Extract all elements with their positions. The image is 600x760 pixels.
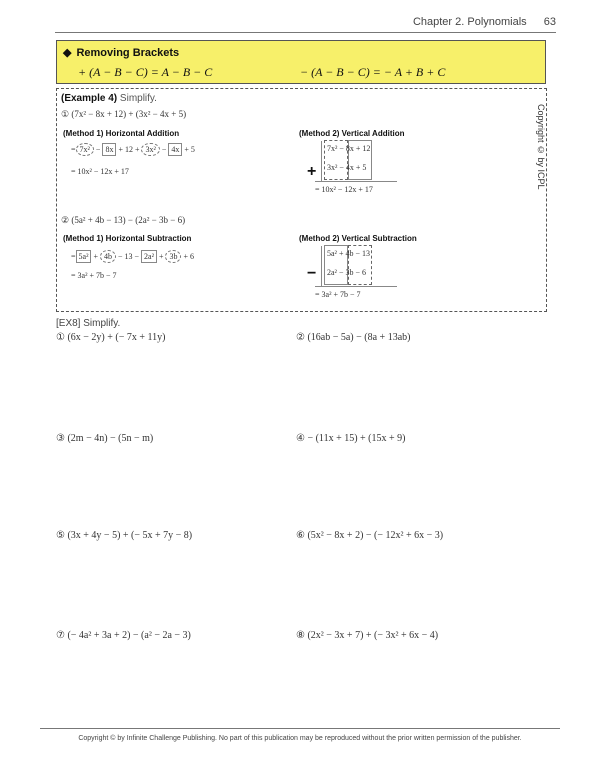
- exercise-problem-6: ⑥ (5x² − 8x + 2) − (− 12x² + 6x − 3): [296, 530, 444, 541]
- p1-method2-result: = 10x² − 12x + 17: [315, 185, 373, 194]
- like-term-circle: 7x²: [76, 143, 94, 156]
- p2-method2-result: = 3a² + 7b − 7: [315, 290, 361, 299]
- plus-sign: +: [307, 163, 317, 180]
- example-heading: [61, 93, 157, 104]
- footer-copyright: Copyright © by Infinite Challenge Publishing. No part of this publication may be reproduced without the prior written permission of the publisher.: [78, 735, 522, 742]
- p2-method1-result: = 3a² + 7b − 7: [71, 271, 117, 280]
- difference-line: [315, 286, 397, 287]
- p2-vertical-row-1: 5a² + 4b − 13: [327, 249, 370, 258]
- exercise-problem-5: ⑤ (3x + 4y − 5) + (− 5x + 7y − 8): [56, 530, 193, 541]
- formula-plus-brackets: + (A − B − C) = A − B − C: [78, 65, 213, 79]
- like-term-square: 8x: [102, 143, 116, 156]
- like-term-square: 5a²: [76, 250, 92, 263]
- page-header: [413, 16, 556, 28]
- p1-vertical-row-2: 3x² − 4x + 5: [327, 163, 367, 172]
- exercise-problem-2: ② (16ab − 5a) − (8a + 13ab): [296, 332, 411, 343]
- example-problem-1: ① (7x² − 8x + 12) + (3x² − 4x + 5): [61, 109, 187, 119]
- vertical-bracket: [321, 246, 322, 286]
- exercise-problem-1: ① (6x − 2y) + (− 7x + 11y): [56, 332, 166, 343]
- footer-divider: [40, 728, 560, 729]
- rule-box: [56, 40, 546, 84]
- example-instruction: Simplify.: [119, 93, 157, 104]
- vertical-bracket: [321, 141, 322, 181]
- minus-sign: −: [307, 265, 317, 282]
- page-number: 63: [543, 16, 556, 28]
- p2-method1-line: = 5a² + 4b − 13 − 2a² + 3b + 6: [71, 252, 194, 261]
- rule-box-title: ◆ Removing Brackets: [63, 47, 180, 59]
- exercise-problem-3: ③ (2m − 4n) − (5n − m): [56, 433, 154, 444]
- p2-method1-title: (Method 1) Horizontal Subtraction: [63, 234, 192, 243]
- like-term-square: 4x: [168, 143, 182, 156]
- example-label: (Example 4): [61, 93, 118, 104]
- p1-method1-line: = 7x² − 8x + 12 + 3x² − 4x + 5: [71, 145, 195, 154]
- exercise-problem-4: ④ − (11x + 15) + (15x + 9): [296, 433, 406, 444]
- diamond-bullet-icon: ◆: [63, 47, 72, 59]
- exercise-heading: [EX8] Simplify.: [56, 318, 121, 329]
- p2-method2-title: (Method 2) Vertical Subtraction: [299, 234, 417, 243]
- header-divider: [55, 32, 556, 33]
- sum-line: [315, 181, 397, 182]
- exercise-problem-7: ⑦ (− 4a² + 3a + 2) − (a² − 2a − 3): [56, 630, 191, 641]
- p1-method1-title: (Method 1) Horizontal Addition: [63, 129, 180, 138]
- example-problem-2: ② (5a² + 4b − 13) − (2a² − 3b − 6): [61, 215, 186, 225]
- p2-vertical-row-2: 2a² − 3b − 6: [327, 268, 366, 277]
- like-term-circle: 4b: [100, 250, 116, 263]
- side-copyright: Copyright © by ICPL: [536, 104, 546, 190]
- p1-method2-title: (Method 2) Vertical Addition: [299, 129, 405, 138]
- chapter-title: Chapter 2. Polynomials: [412, 16, 527, 28]
- p1-method1-result: = 10x² − 12x + 17: [71, 167, 129, 176]
- example-box: [56, 88, 547, 312]
- like-term-circle: 3x²: [141, 143, 159, 156]
- like-term-square: 2a²: [141, 250, 157, 263]
- p1-vertical-row-1: 7x² − 8x + 12: [327, 144, 371, 153]
- like-term-circle: 3b: [165, 250, 181, 263]
- formula-minus-brackets: − (A − B − C) = − A + B + C: [300, 65, 446, 79]
- exercise-problem-8: ⑧ (2x² − 3x + 7) + (− 3x² + 6x − 4): [296, 630, 439, 641]
